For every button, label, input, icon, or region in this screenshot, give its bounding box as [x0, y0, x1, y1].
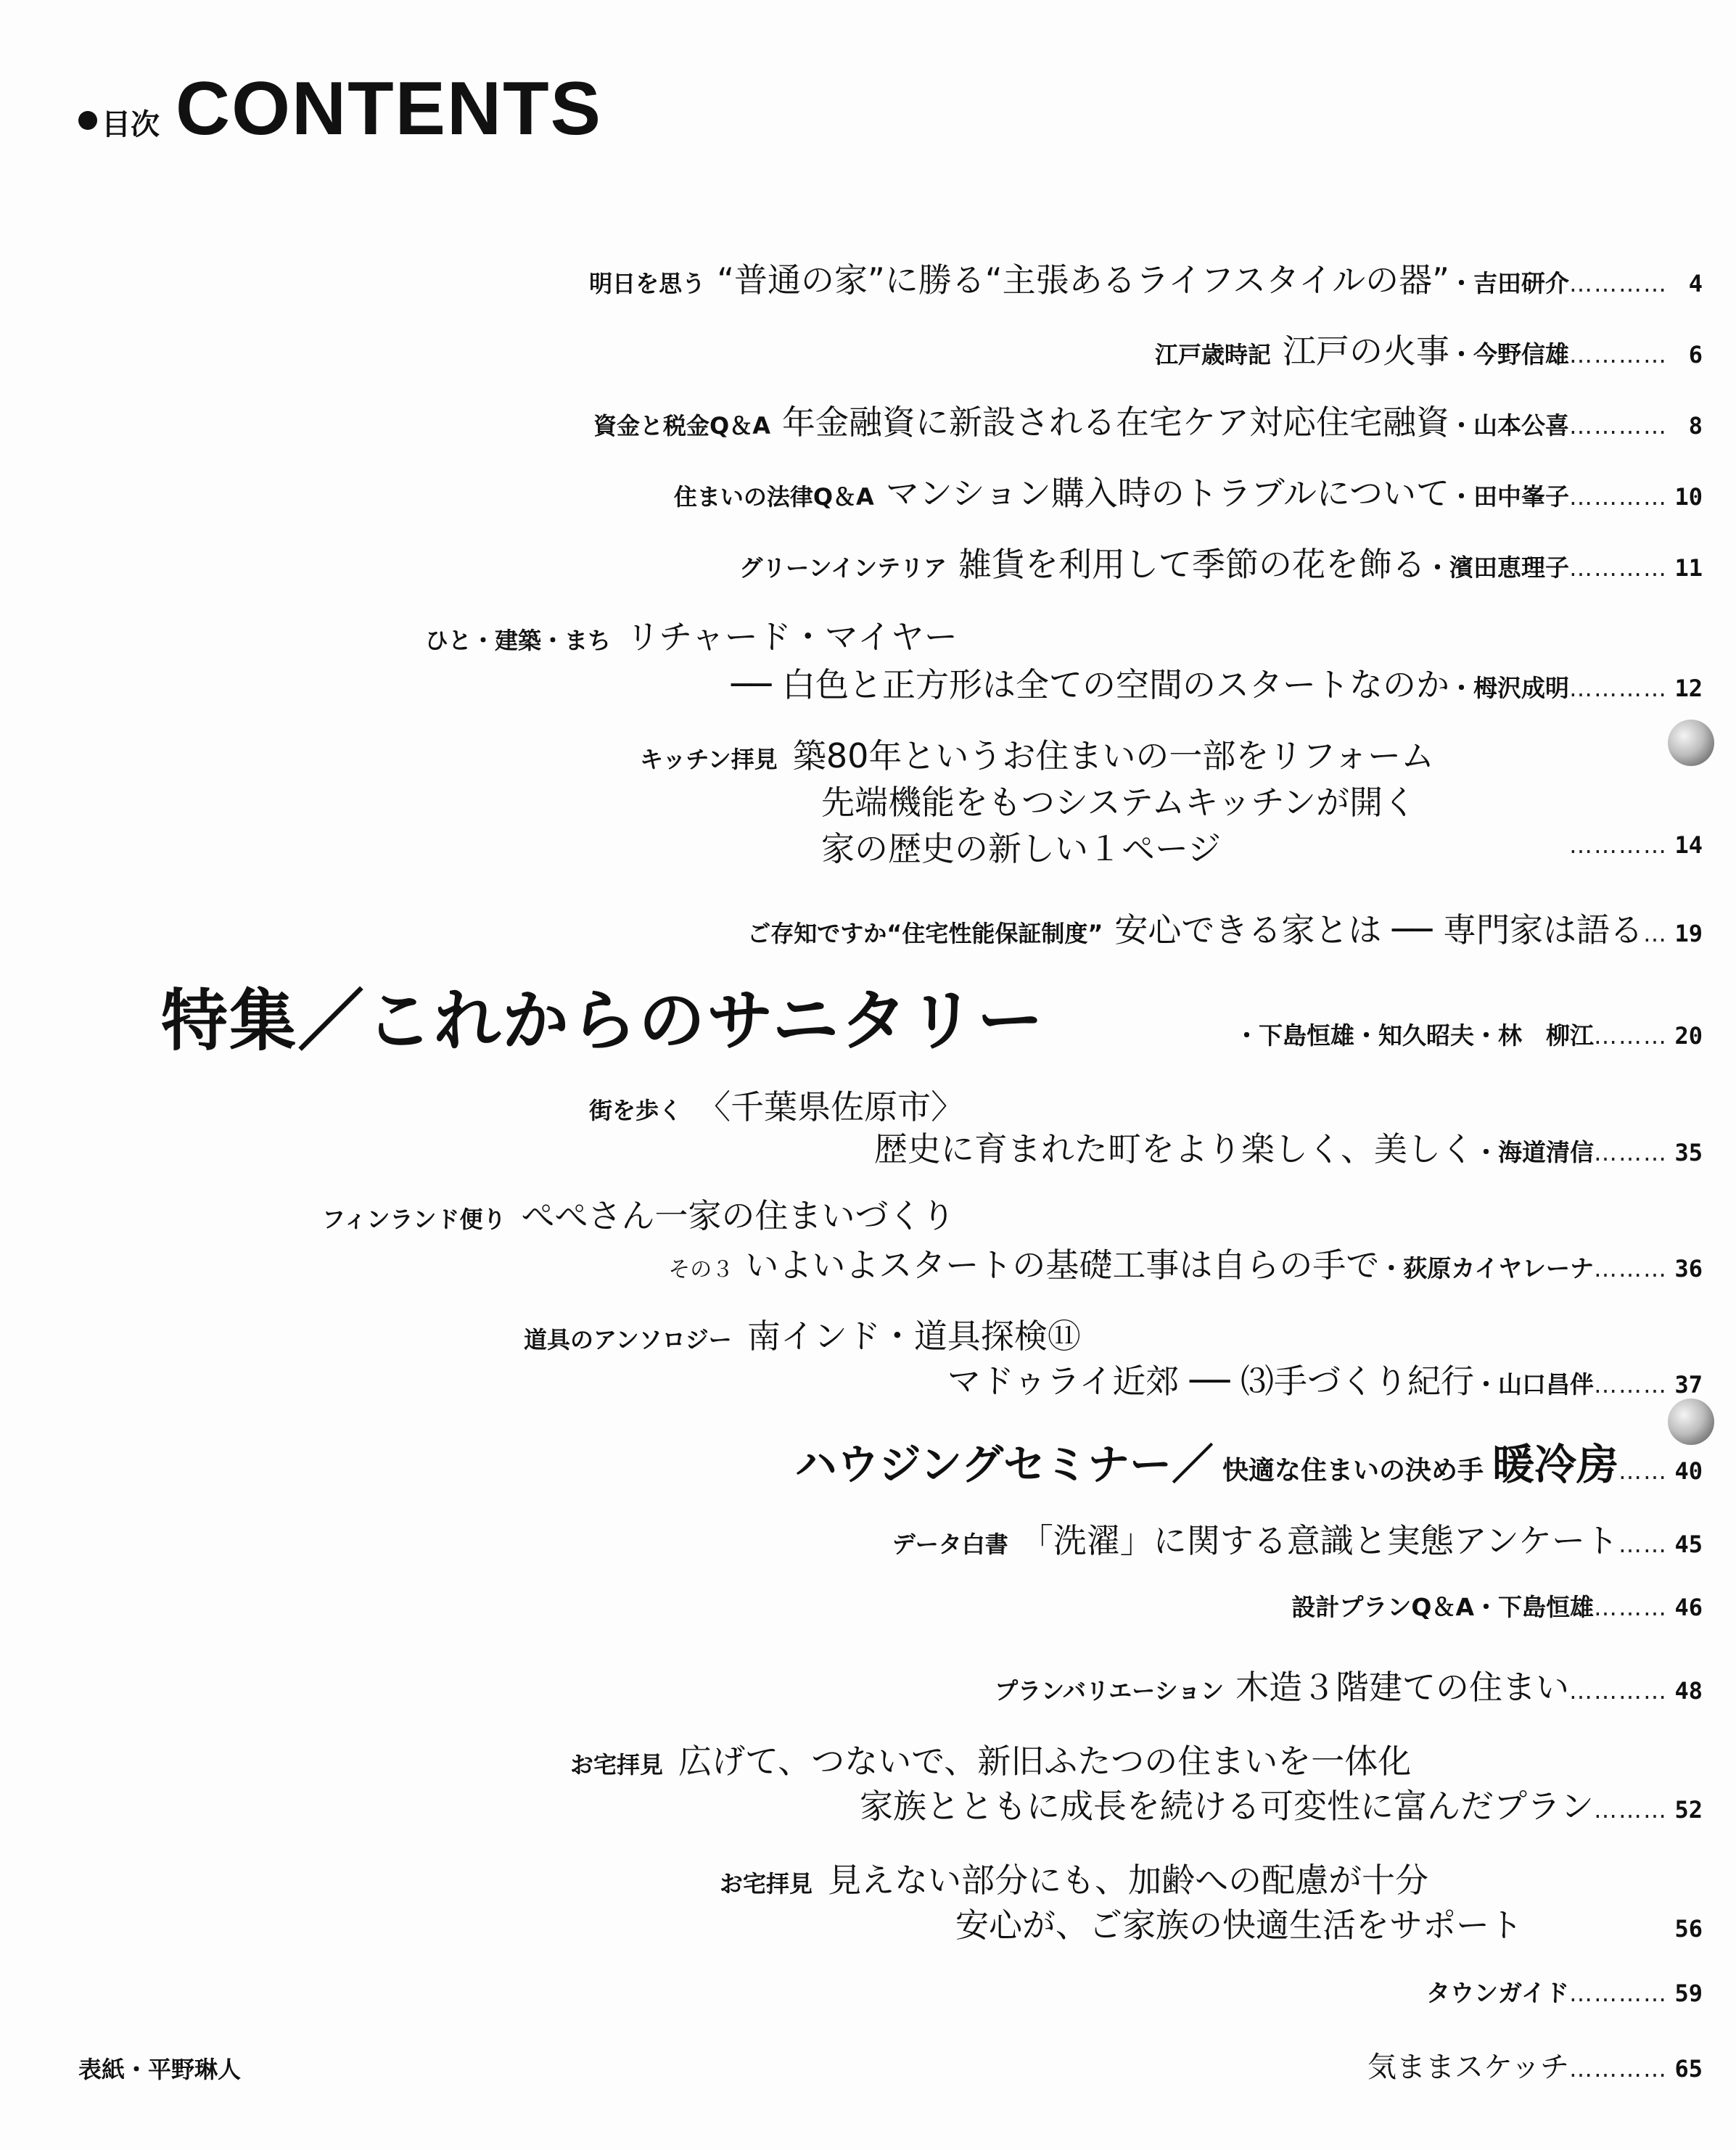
entry-author: ・今野信雄 [1449, 340, 1569, 368]
entry-category: ご存知ですか“住宅性能保証制度” [747, 920, 1103, 947]
page-number: 10 [1674, 483, 1703, 511]
leader-dots: ……… [1594, 1594, 1668, 1621]
feature-title: 特集／これからのサニタリー [161, 981, 1045, 1060]
installment-label: その３ [668, 1257, 734, 1282]
entry-title: 雑貨を利用して季節の花を飾る [958, 545, 1426, 584]
toc-entry-heading[interactable] [524, 1310, 1081, 1358]
toc-entry[interactable] [0, 1123, 1736, 1171]
page-number: 20 [1674, 1022, 1703, 1050]
leader-dots: ………… [1569, 270, 1668, 297]
cover-credit: 表紙・平野琳人 [78, 2056, 242, 2083]
entry-title: 江戸の火事 [1283, 331, 1449, 371]
page-number: 6 [1688, 341, 1703, 368]
toc-entry[interactable] [0, 659, 1736, 707]
entry-author: ・下島恒雄・知久昭夫・林 柳江 [1235, 1021, 1594, 1050]
leader-dots: ………… [1569, 831, 1668, 859]
leader-dots: ………… [1569, 1980, 1668, 2007]
page-number: 52 [1674, 1796, 1703, 1824]
toc-entry[interactable] [0, 1974, 1736, 2009]
entry-title: 築80年というお住まいの一部をリフォーム [792, 736, 1435, 775]
entry-title: リチャード・マイヤー [626, 617, 958, 656]
leader-dots: ………… [1569, 1677, 1668, 1705]
entry-category: プランバリエーション [995, 1677, 1224, 1705]
leader-dots: ……… [1594, 1796, 1668, 1824]
leader-dots: ………… [1569, 341, 1668, 368]
entry-title: 〈千葉県佐原市〉 [697, 1087, 965, 1127]
toc-entry[interactable] [0, 538, 1736, 586]
page-number: 35 [1674, 1139, 1703, 1166]
entry-author: ・山本公喜 [1449, 411, 1569, 440]
toc-entry-line [821, 776, 1416, 824]
entry-author: ・田中峯子 [1449, 482, 1569, 511]
page-title: CONTENTS [176, 67, 602, 151]
entry-title: 設計プランQ＆A・下島恒雄 [1291, 1593, 1594, 1621]
entry-title: 木造３階建ての住まい [1235, 1668, 1569, 1707]
leader-dots: ………… [1569, 554, 1668, 582]
toc-entry[interactable] [0, 1355, 1736, 1403]
entry-title: 広げて、つないで、新旧ふたつの住まいを一体化 [678, 1742, 1412, 1781]
toc-entry[interactable] [0, 467, 1736, 515]
entry-author: ・山口昌伴 [1474, 1370, 1594, 1399]
page-number: 36 [1674, 1255, 1703, 1282]
entry-author: ・吉田研介 [1449, 269, 1569, 297]
toc-entry-heading[interactable] [589, 1081, 964, 1129]
entry-author: ・濱田恵理子 [1426, 553, 1569, 582]
seminar-title: ハウジングセミナー／ [794, 1440, 1214, 1489]
toc-entry[interactable] [0, 904, 1736, 952]
toc-entry[interactable] [0, 396, 1736, 444]
entry-subtitle: マドゥライ近郊 ── ⑶手づくり紀行 [947, 1362, 1474, 1401]
entry-category: 資金と税金Q＆A [593, 412, 770, 440]
toc-entry[interactable] [0, 1589, 1736, 1623]
entry-title: “普通の家”に勝る“主張あるライフスタイルの器” [717, 260, 1449, 300]
entry-category: ひと・建築・まち [425, 627, 612, 654]
leader-dots: …… [1618, 1457, 1668, 1485]
page-number: 45 [1674, 1531, 1703, 1558]
entry-title: 見えない部分にも、加齢への配慮が十分 [828, 1861, 1429, 1900]
entry-category: 江戸歳時記 [1154, 341, 1271, 368]
page-number: 59 [1674, 1980, 1703, 2007]
toc-seminar-entry[interactable] [0, 1430, 1736, 1491]
page-number: 65 [1674, 2055, 1703, 2083]
toc-entry[interactable] [0, 1780, 1736, 1828]
mokuji-label: 目次 [102, 108, 160, 141]
entry-category: キッチン拝見 [640, 746, 778, 773]
page-number: 14 [1674, 831, 1703, 859]
entry-category: 道具のアンソロジー [524, 1326, 732, 1354]
entry-subtitle: 家の歴史の新しい１ページ [821, 829, 1222, 868]
entry-category: お宅拝見 [720, 1870, 813, 1898]
entry-author: ・栂沢成明 [1449, 674, 1569, 702]
entry-category: 明日を思う [589, 270, 706, 297]
toc-entry-heading[interactable] [322, 1190, 955, 1237]
toc-entry[interactable] [0, 1661, 1736, 1709]
page-number: 4 [1688, 270, 1703, 297]
page-number: 8 [1688, 412, 1703, 440]
entry-title: 安心できる家とは ── 専門家は語る [1114, 910, 1643, 950]
leader-dots: … [1643, 920, 1668, 947]
entry-category: 住まいの法律Q＆A [673, 483, 874, 511]
entry-subtitle: 家族とともに成長を続ける可変性に富んだプラン [860, 1787, 1594, 1826]
toc-entry[interactable] [0, 2044, 1736, 2085]
page-number: 19 [1674, 920, 1703, 947]
page-number: 37 [1674, 1371, 1703, 1399]
leader-dots: ………… [1569, 412, 1668, 440]
leader-dots: ……… [1594, 1255, 1668, 1282]
leader-dots: ……… [1594, 1371, 1668, 1399]
toc-entry[interactable] [0, 254, 1736, 302]
contents-header [78, 67, 602, 151]
leader-dots: ………… [1569, 675, 1668, 702]
toc-entry-heading[interactable] [425, 611, 958, 659]
entry-title: 気ままスケッチ [1367, 2051, 1569, 2084]
seminar-subtitle: 快適な住まいの決め手 [1222, 1456, 1484, 1486]
entry-title: タウンガイド [1426, 1979, 1569, 2007]
entry-category: 街を歩く [589, 1097, 683, 1124]
page-number: 12 [1674, 675, 1703, 702]
tab-marker-icon [1668, 1399, 1714, 1445]
toc-entry-heading[interactable] [720, 1854, 1428, 1902]
toc-entry[interactable] [0, 1515, 1736, 1562]
entry-category: お宅拝見 [570, 1751, 664, 1779]
toc-entry[interactable] [0, 325, 1736, 373]
toc-entry[interactable] [0, 1239, 1736, 1287]
leader-dots: ……… [1594, 1022, 1668, 1050]
toc-entry-heading[interactable] [570, 1735, 1411, 1783]
entry-subtitle: 先端機能をもつシステムキッチンが開く [821, 783, 1417, 822]
entry-category: フィンランド便り [322, 1206, 506, 1233]
page-number: 48 [1674, 1677, 1703, 1705]
entry-title: マンション購入時のトラブルについて [885, 474, 1449, 513]
leader-dots: …… [1618, 1531, 1668, 1558]
page-number: 40 [1674, 1457, 1703, 1485]
toc-entry-heading[interactable] [640, 730, 1434, 778]
entry-title: 年金融資に新設される在宅ケア対応住宅融資 [782, 403, 1449, 442]
entry-subtitle: 歴史に育まれた町をより楽しく、美しく [873, 1129, 1474, 1169]
leader-dots: ………… [1569, 2055, 1668, 2083]
entry-category: グリーンインテリア [739, 554, 947, 582]
page-number: 46 [1674, 1594, 1703, 1621]
bullet-icon [78, 111, 97, 130]
entry-author: ・海道清信 [1474, 1138, 1594, 1166]
toc-feature-entry[interactable] [0, 968, 1736, 1063]
seminar-topic: 暖冷房 [1492, 1440, 1618, 1489]
leader-dots: ………… [1569, 483, 1668, 511]
tab-marker-icon [1668, 720, 1714, 766]
page-number: 56 [1674, 1915, 1703, 1943]
page-number: 11 [1674, 554, 1703, 582]
entry-subtitle: いよいよスタートの基礎工事は自らの手で [745, 1245, 1380, 1285]
leader-dots: ……… [1594, 1139, 1668, 1166]
entry-title: ぺぺさん一家の住まいづくり [521, 1196, 955, 1235]
toc-entry-page[interactable] [0, 831, 1736, 859]
entry-subtitle: 安心が、ご家族の快適生活をサポート [955, 1906, 1523, 1945]
entry-title: 「洗濯」に関する意識と実態アンケート [1019, 1521, 1618, 1560]
entry-title: 南インド・道具探検⑪ [746, 1317, 1081, 1356]
toc-entry[interactable] [0, 1899, 1736, 1947]
entry-category: データ白書 [892, 1531, 1008, 1558]
entry-subtitle: ── 白色と正方形は全ての空間のスタートなのか [731, 665, 1449, 704]
entry-author: ・荻原カイヤレーナ [1379, 1254, 1594, 1282]
